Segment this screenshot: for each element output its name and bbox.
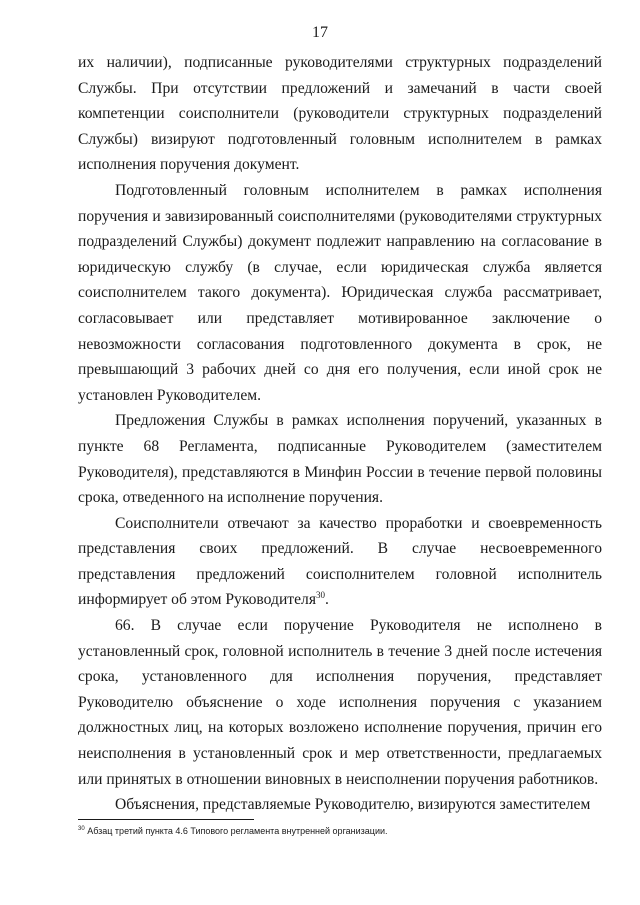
footnote-separator — [78, 819, 254, 820]
footnote-marker: 30 — [78, 826, 85, 832]
page-number: 17 — [312, 24, 328, 41]
paragraph-coexecutors — [78, 511, 602, 613]
paragraph-legal-approval: Подготовленный головным исполнителем в рамках исполнения поручения и завизированный соисполнителями (руководителями структурных подразделений Службы) документ подлежит направлению на согласование в юридическую службу (в случае, если юридическая служба является соисполнителем такого документа). Юридическая служба рассматривает, согласовывает или представляет мотивированное заключение о невозможности согласования подготовленного документа в срок, не превышающий 3 рабочих дней со дня его получения, если иной срок не установлен Руководителем. — [78, 181, 602, 404]
paragraph-service-proposals: Предложения Службы в рамках исполнения поручений, указанных в пункте 68 Регламента, подписанные Руководителем (заместителем Руководителя), представляются в Минфин России в течение первой половины срока, отведенного на исполнение поручения. — [78, 412, 602, 507]
footnote-text: Абзац третий пункта 4.6 Типового регламента внутренней организации. — [84, 826, 388, 836]
paragraph-coexecutors-text: Соисполнители отвечают за качество проработки и своевременность представления своих предложений. В случае несвоевременного представления предложений соисполнителем головной исполнитель информирует об этом Руководителя — [78, 514, 602, 609]
footnote — [78, 825, 602, 837]
footnote-reference: 30 — [316, 590, 326, 601]
paragraph-continuation: их наличии), подписанные руководителями структурных подразделений Службы. При отсутствии предложений и замечаний в части своей компетенции соисполнители (руководители структурных подразделений Службы) визируют подготовленный головным исполнителем в рамках исполнения поручения документ. — [78, 54, 602, 174]
paragraph-coexecutors-end: . — [325, 591, 329, 609]
paragraph-explanations: Объяснения, представляемые Руководителю, визируются заместителем — [115, 796, 591, 814]
document-body — [78, 50, 602, 818]
paragraph-item-66: 66. В случае если поручение Руководителя не исполнено в установленный срок, головной исполнитель в течение 3 дней после истечения срока, установленного для исполнения поручения, представляет Руководителю объяснение о ходе исполнения поручения с указанием должностных лиц, на которых возложено исполнение поручения, причин его неисполнения в установленный срок и мер ответственности, предлагаемых или принятых в отношении виновных в неисполнении поручения работников. — [78, 617, 602, 788]
